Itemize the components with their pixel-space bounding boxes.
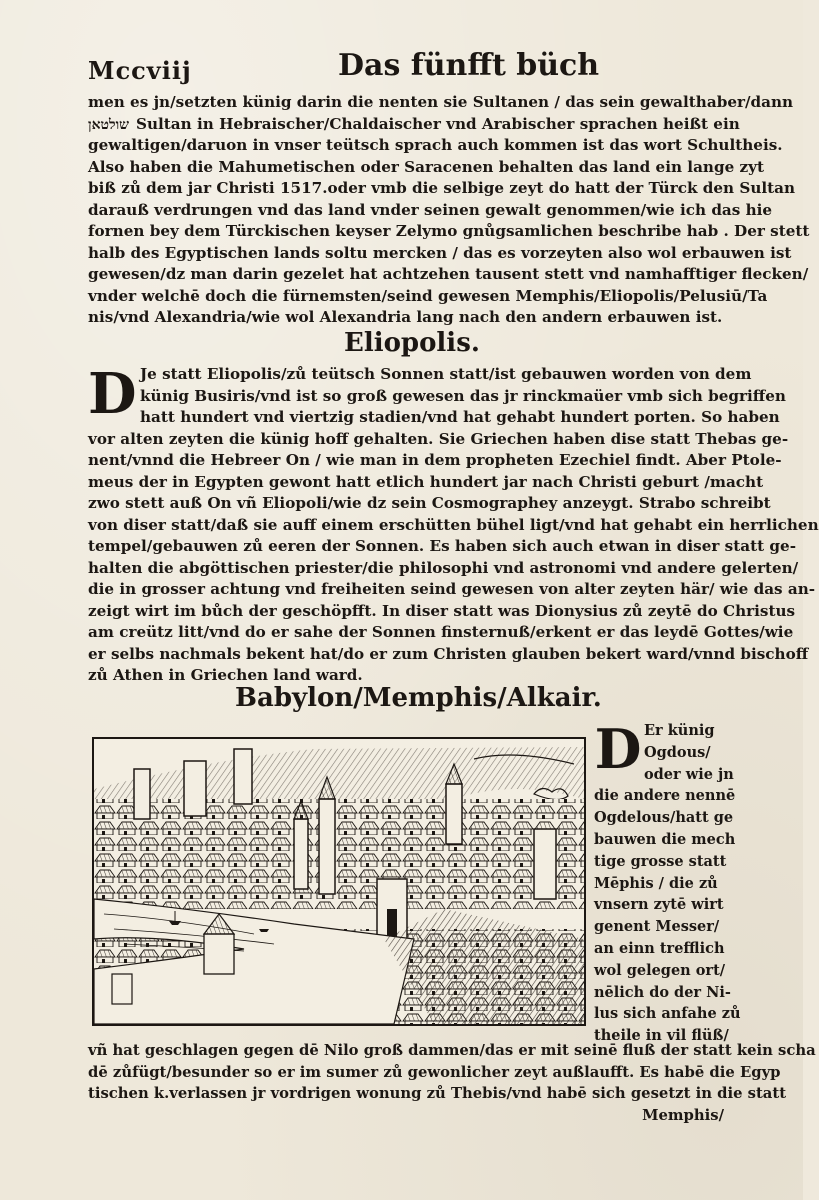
text-line: meus der in Egypten gewont hatt etlich hundert jar nach Christi geburt /macht: [88, 472, 764, 491]
text-line: biß zů dem jar Christi 1517.oder vmb die selbige zeyt do hatt der Türck den Sultan: [88, 179, 796, 197]
text-line: vñ hat geschlagen gegen dē Nilo groß dammen/das er mit seinē fluß der statt kein scha: [88, 1042, 816, 1059]
text-line: wol gelegen ort/: [594, 961, 726, 979]
page-header: [88, 48, 728, 88]
woodcut-illustration: [92, 737, 586, 1026]
text-line: an einn trefflich: [594, 939, 725, 957]
drop-cap-initial-2: D: [594, 717, 642, 781]
text-line: tempel/gebauwen zů eeren der Sonnen. Es haben sich auch etwan in diser statt ge-: [88, 537, 796, 555]
text-line: die in grosser achtung vnd freiheiten seind gewesen von alter zeyten här/ wie das an-: [88, 580, 816, 598]
text-line: Je statt Eliopolis/zů teütsch Sonnen statt/ist gebauwen worden von dem: [140, 365, 752, 383]
folio-number: Mccviij: [88, 56, 192, 85]
text-line: zwo stett auß On vñ Eliopoli/wie dz sein Cosmographey anzeygt. Strabo schreibt: [88, 494, 771, 512]
city-view-image: [94, 739, 584, 1024]
text-line: bauwen die mech: [594, 830, 736, 848]
text-line: nis/vnd Alexandria/wie wol Alexandria lang nach den andern erbauwen ist.: [88, 308, 723, 326]
text-line: men es jn/setzten künig darin die nenten sie Sultanen / das sein gewalthaber/dann: [88, 93, 794, 111]
text-line: künig Busiris/vnd ist so groß gewesen das jr rinckmaüer vmb sich begriffen: [140, 386, 786, 405]
text-line: am creütz litt/vnd do er sahe der Sonnen finsternuß/erkent er das leydē Gottes/wie: [88, 623, 794, 641]
text-line: oder wie jn: [644, 765, 734, 783]
text-line: er selbs nachmals bekent hat/do er zum Christen glauben bekert ward/vnnd bischoff: [88, 644, 809, 663]
section-heading-babylon: Babylon/Memphis/Alkair.: [235, 683, 602, 713]
section-heading-eliopolis: Eliopolis.: [344, 328, 480, 358]
text-line: zeigt wirt im bůch der geschöpfft. In diser statt was Dionysius zů zeytē do Christus: [88, 601, 796, 620]
text-line: halten die abgöttischen priester/die philosophi vnd astronomi vnd andere gelerten/: [88, 558, 799, 577]
text-line: hatt hundert vnd viertzig stadien/vnd hat gehabt hundert porten. So haben: [140, 408, 780, 426]
text-line: dē zůfügt/besunder so er im sumer zů gewonlicher zeyt außlaufft. Es habē die Egyp: [88, 1063, 781, 1081]
text-line: vor alten zeyten die künig hoff gehalten. Sie Griechen haben dise statt Thebas ge-: [88, 429, 789, 448]
text-line: Ogdelous/hatt ge: [594, 809, 734, 827]
text-line: die andere nennē: [594, 787, 736, 805]
text-line: theile in vil flüß/: [594, 1027, 729, 1045]
text-line: tischen k.verlassen jr vordrigen wonung zů Thebis/vnd habē sich gesetzt in die statt: [88, 1085, 787, 1103]
text-line: fornen bey dem Türckischen keyser Zelymo gnůgsamlichen beschribe hab . Der stett: [88, 222, 810, 240]
text-line: Also haben die Mahumetischen oder Saracenen behalten das land ein lange zyt: [88, 157, 764, 176]
text-line-content: Sultan in Hebraischer/Chaldaischer vnd Arabischer sprachen heißt ein: [136, 114, 740, 133]
text-line: darauß verdrungen vnd das land vnder seinen gewalt genommen/wie ich das hie: [88, 200, 773, 219]
hebrew-word: שולטאן: [88, 116, 130, 133]
text-line: tige grosse statt: [594, 852, 727, 870]
text-line: gewesen/dz man darin gezelet hat achtzehen tausent stett vnd namhafftiger flecken/: [88, 265, 809, 283]
running-head: Das fünfft büch: [338, 48, 600, 83]
text-line: nent/vnnd die Hebreer On / wie man in dem propheten Ezechiel findt. Aber Ptole-: [88, 451, 782, 469]
text-line: gewaltigen/daruon in vnser teütsch sprach auch kommen ist das wort Schultheis.: [88, 136, 783, 154]
text-line: vnder welchē doch die fürnemsten/seind gewesen Memphis/Eliopolis/Pelusiū/Ta: [88, 286, 768, 305]
text-line: von diser statt/daß sie auff einem erschütten bühel ligt/vnd hat gehabt ein herrlichen: [88, 515, 819, 534]
side-column-text: [594, 717, 741, 1047]
text-line: Mēphis / die zů: [594, 874, 718, 892]
text-line: [88, 114, 740, 136]
text-line: Memphis/: [642, 1106, 724, 1124]
text-line: vnsern zytē wirt: [594, 896, 724, 914]
text-line: genent Messer/: [594, 918, 720, 936]
bottom-paragraph: [88, 1040, 816, 1126]
eliopolis-paragraph: [88, 361, 819, 687]
intro-paragraph: [88, 92, 810, 329]
text-line: zů Athen in Griechen land ward.: [88, 666, 363, 684]
drop-cap-initial: D: [88, 361, 137, 427]
text-line: Er künig: [644, 722, 715, 739]
text-line: lus sich anfahe zů: [594, 1005, 741, 1023]
text-line: halb des Egyptischen lands soltu mercken / das es vorzeyten also wol erbauwen ist: [88, 243, 792, 262]
text-line: Ogdous/: [644, 743, 711, 761]
text-line: nēlich do der Ni-: [594, 983, 731, 1001]
